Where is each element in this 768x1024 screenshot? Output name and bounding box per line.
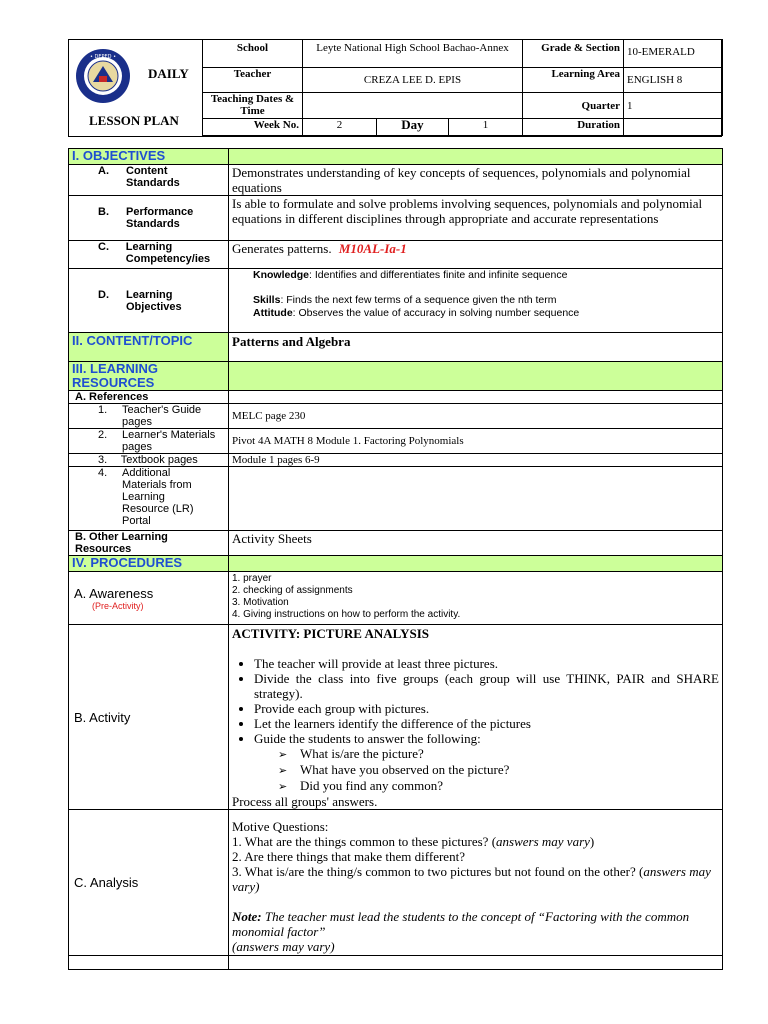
school-value: Leyte National High School Bachao-Annex (303, 40, 523, 68)
procedures-heading: IV. PROCEDURES (69, 556, 229, 572)
daily-title: DAILY (148, 66, 189, 81)
analysis-note (232, 909, 719, 939)
additional-materials-label (69, 467, 229, 531)
comp-letter: C. (98, 241, 109, 253)
knowledge-line (253, 269, 719, 282)
references-value (229, 391, 723, 404)
comp-label-text: Learning Competency/ies (125, 241, 211, 265)
knowledge-text: : Identifies and differentiates finite and infinite sequence (309, 269, 568, 281)
activity-bullet: • Provide each group with pictures. (254, 701, 719, 716)
awareness-sublabel: (Pre-Activity) (92, 600, 144, 611)
learning-resources-heading: III. LEARNING RESOURCES (69, 362, 229, 391)
analysis-note-answer: (answers may vary) (232, 939, 335, 954)
skills-text: : Finds the next few terms of a sequence given the nth term (280, 294, 557, 306)
seal-text: • DEPED • (89, 54, 117, 60)
learning-objectives-label (69, 269, 229, 333)
q3-text: 3. What is/are the thing/s common to two pictures but not found on the other? ( (232, 864, 644, 879)
competency-label (69, 241, 229, 269)
activity-sub-item: ➢ What is/are the picture? (300, 746, 719, 762)
deped-seal-icon (75, 48, 131, 104)
tb-num: 3. (98, 454, 108, 466)
objectives-heading-fill (229, 149, 723, 165)
header-info-table (202, 39, 723, 136)
awareness-item: 2. checking of assignments (232, 585, 353, 596)
attitude-label: Attitude (253, 307, 293, 319)
content-topic-heading: II. CONTENT/TOPIC (69, 333, 229, 362)
school-label: School (203, 40, 303, 68)
lesson-plan-title: LESSON PLAN (89, 113, 179, 128)
activity-bullet-list (232, 656, 719, 746)
lm-label: Learner's Materials pages (122, 429, 216, 453)
tg-pages-label (69, 404, 229, 429)
am-num: 4. (98, 467, 108, 479)
content-standards-text: Demonstrates understanding of key concepts of sequences, polynomials and polynomial equations (229, 165, 723, 196)
textbook-pages-value: Module 1 pages 6-9 (229, 454, 723, 467)
analysis-cell (229, 810, 723, 956)
activity-sub-item: ➢ Did you find any common? (300, 778, 719, 794)
duration-label: Duration (523, 119, 624, 136)
performance-standards-text: Is able to formulate and solve problems involving sequences, polynomials and polynomial equations in different disciplines through appropriate and accurate representations (229, 196, 723, 241)
textbook-pages-label (69, 454, 229, 467)
awareness-list (229, 572, 723, 625)
awareness-item: 1. prayer (232, 573, 272, 584)
skills-label: Skills (253, 294, 281, 306)
activity-cell (229, 625, 723, 810)
activity-close: Process all groups' answers. (232, 794, 378, 809)
note-label: Note: (232, 909, 262, 924)
am-label: Additional Materials from Learning Resource (LR) Portal (122, 467, 194, 527)
awareness-label-cell (69, 572, 229, 625)
lm-pages-label (69, 429, 229, 454)
activity-title: ACTIVITY: PICTURE ANALYSIS (232, 626, 429, 641)
content-topic-value: Patterns and Algebra (229, 333, 723, 362)
learning-objectives-cell (229, 269, 723, 333)
grade-value: 10-EMERALD (624, 40, 723, 68)
week-value: 2 (303, 119, 377, 136)
activity-bullet: • Let the learners identify the difference of the pictures (254, 716, 719, 731)
q1-em: answers may vary (496, 834, 590, 849)
q3-em: answers may vary) (232, 864, 711, 894)
q1-end: ) (589, 834, 595, 849)
tb-label: Textbook pages (120, 454, 198, 466)
tg-pages-value: MELC page 230 (229, 404, 723, 429)
skills-line (253, 294, 719, 307)
performance-standards-label (69, 196, 229, 241)
area-label: Learning Area (523, 68, 624, 93)
activity-sub-list (232, 746, 719, 794)
analysis-question-2: 2. Are there things that make them different? (232, 849, 465, 864)
objectives-heading: I. OBJECTIVES (69, 149, 229, 165)
references-label: A. References (69, 391, 229, 404)
additional-materials-value (229, 467, 723, 531)
empty-row-value (229, 956, 723, 970)
q1-text: 1. What are the things common to these pictures? ( (232, 834, 497, 849)
dates-label: Teaching Dates & Time (203, 93, 303, 119)
attitude-line (253, 307, 719, 320)
activity-bullet: • Guide the students to answer the following: (254, 731, 719, 746)
other-resources-label: B. Other Learning Resources (69, 531, 229, 556)
day-value: 1 (449, 119, 523, 136)
empty-row-label (69, 956, 229, 970)
activity-bullet: • Divide the class into five groups (each group will use THINK, PAIR and SHARE strategy). (254, 671, 719, 701)
quarter-value: 1 (624, 93, 723, 119)
lo-letter: D. (98, 288, 109, 301)
duration-value (624, 119, 723, 136)
tg-label: Teacher's Guide pages (122, 404, 202, 428)
content-standards-label (69, 165, 229, 196)
awareness-label: A. Awareness (74, 585, 154, 601)
awareness-item: 4. Giving instructions on how to perform the activity. (232, 609, 461, 620)
analysis-question-3 (232, 864, 719, 894)
content-label-text: Content Standards (126, 165, 180, 189)
area-value: ENGLISH 8 (624, 68, 723, 93)
analysis-title: Motive Questions: (232, 819, 329, 834)
week-label: Week No. (203, 119, 303, 136)
procedures-heading-fill (229, 556, 723, 572)
activity-bullet: • The teacher will provide at least three pictures. (254, 656, 719, 671)
dates-value (303, 93, 523, 119)
competency-code: M10AL-Ia-1 (338, 241, 407, 256)
teacher-value: CREZA LEE D. EPIS (303, 68, 523, 93)
other-resources-value: Activity Sheets (229, 531, 723, 556)
attitude-text: : Observes the value of accuracy in solving number sequence (292, 307, 580, 319)
lesson-plan-table (68, 148, 723, 970)
day-label: Day (377, 119, 449, 136)
competency-text: Generates patterns. (232, 241, 332, 256)
note-text: The teacher must lead the students to the concept of “Factoring with the common monomial factor” (232, 909, 690, 939)
grade-label: Grade & Section (523, 40, 624, 68)
activity-label: B. Activity (69, 625, 229, 810)
quarter-label: Quarter (523, 93, 624, 119)
lo-label-text: Learning Objectives (126, 288, 182, 313)
activity-sub-item: ➢ What have you observed on the picture? (300, 762, 719, 778)
lm-num: 2. (98, 429, 108, 441)
competency-cell (229, 241, 723, 269)
analysis-question-1 (232, 834, 719, 849)
lm-pages-value: Pivot 4A MATH 8 Module 1. Factoring Polynomials (229, 429, 723, 454)
tg-num: 1. (98, 404, 108, 416)
awareness-item: 3. Motivation (232, 597, 289, 608)
knowledge-label: Knowledge (253, 269, 310, 281)
perf-label-text: Performance Standards (126, 206, 194, 230)
learning-resources-fill (229, 362, 723, 391)
teacher-label: Teacher (203, 68, 303, 93)
perf-letter: B. (98, 206, 109, 218)
content-letter: A. (98, 165, 109, 177)
analysis-label: C. Analysis (69, 810, 229, 956)
